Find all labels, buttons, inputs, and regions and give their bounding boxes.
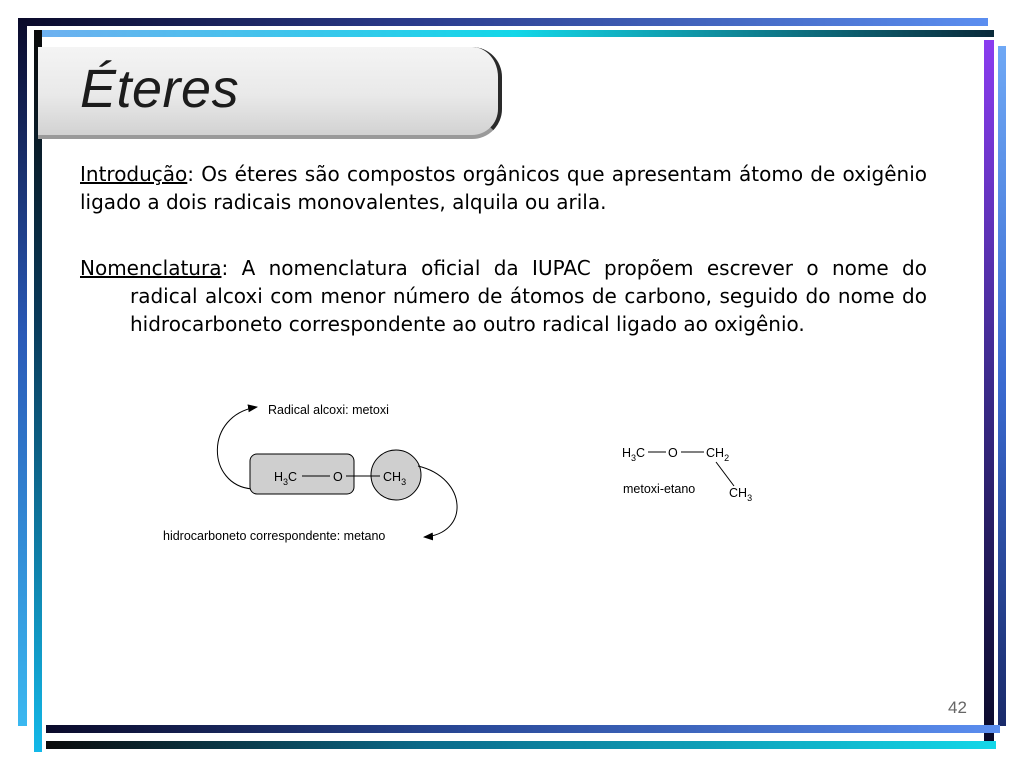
oxygen-right-label: O <box>668 446 678 460</box>
ch3-right-label: $CH_3$ <box>729 486 753 503</box>
intro-paragraph <box>80 160 927 216</box>
top-bar-upper <box>18 18 988 26</box>
bottom-bar-upper <box>46 725 1000 733</box>
intro-text: : Os éteres são compostos orgânicos que apresentam átomo de oxigênio ligado a dois radicais monovalentes, alquila ou arila. <box>80 162 927 214</box>
compound-name-label: metoxi-etano <box>623 482 696 496</box>
hydrocarbon-arrow <box>418 466 457 537</box>
nomenclature-text: : A nomenclatura oficial da IUPAC propõem escrever o nome do radical alcoxi com menor número de átomos de carbono, seguido do nome do hidrocarboneto correspondente ao outro radical ligado ao oxigênio. <box>130 256 927 336</box>
methane-ether-diagram <box>160 395 460 555</box>
top-bar-lower <box>36 30 994 37</box>
nomenclature-paragraph <box>80 254 927 338</box>
alkoxy-label: Radical alcoxi: metoxi <box>268 403 389 417</box>
bond-c-c-right <box>716 462 734 486</box>
right-bar-outer <box>998 46 1006 726</box>
hydrocarbon-label: hidrocarboneto correspondente: metano <box>163 529 386 543</box>
methoxyethane-diagram <box>610 435 780 515</box>
ch2-label: $CH_2$ <box>706 446 730 463</box>
oxygen-left-label: O <box>333 470 343 484</box>
intro-label: Introdução <box>80 162 188 186</box>
slide-title: Éteres <box>80 59 240 119</box>
left-bar-outer <box>18 18 27 726</box>
nomenclature-label: Nomenclatura <box>80 256 222 280</box>
h3c-right-label: $H_3C$ <box>622 446 646 463</box>
bottom-bar-lower <box>46 741 996 749</box>
h3c-left-label: $H_3C$ <box>274 470 298 487</box>
ch3-left-label: $CH_3$ <box>383 470 407 487</box>
right-bar-inner <box>984 40 994 742</box>
page-number: 42 <box>948 698 967 717</box>
